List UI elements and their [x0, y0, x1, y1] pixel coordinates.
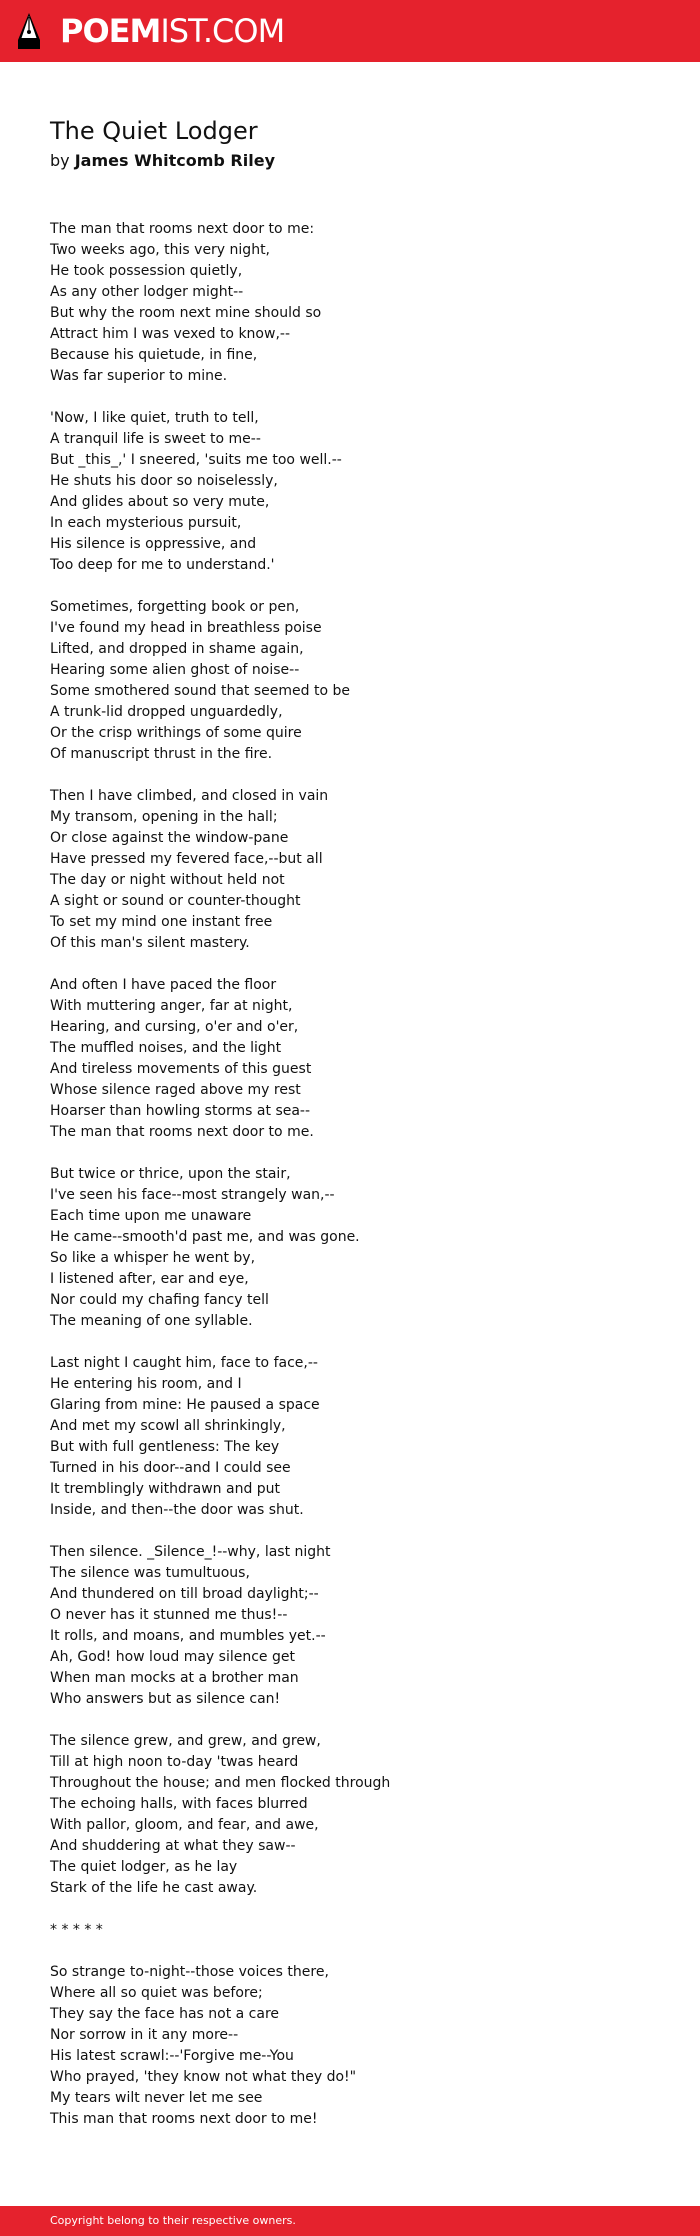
poem-line: With muttering anger, far at night, — [50, 998, 293, 1014]
poem-header — [50, 116, 650, 172]
poem-line: In each mysterious pursuit, — [50, 515, 242, 531]
poem-line: Hearing some alien ghost of noise-- — [50, 662, 300, 678]
poem-line: And thundered on till broad daylight;-- — [50, 1586, 319, 1602]
poem-line: Whose silence raged above my rest — [50, 1082, 301, 1098]
site-logo-link[interactable] — [60, 11, 284, 51]
poem-line: The echoing halls, with faces blurred — [50, 1796, 308, 1812]
poem-line: So strange to-night--those voices there, — [50, 1964, 329, 1980]
poem-line: Lifted, and dropped in shame again, — [50, 641, 304, 657]
stanza — [50, 219, 670, 387]
poem-line: Hoarser than howling storms at sea-- — [50, 1103, 311, 1119]
poem-line: Because his quietude, in fine, — [50, 347, 258, 363]
poem-line: Or the crisp writhings of some quire — [50, 725, 302, 741]
poem-line: With pallor, gloom, and fear, and awe, — [50, 1817, 319, 1833]
poem-line: The quiet lodger, as he lay — [50, 1859, 238, 1875]
poem-line: It rolls, and moans, and mumbles yet.-- — [50, 1628, 326, 1644]
poem-line: And met my scowl all shrinkingly, — [50, 1418, 286, 1434]
poem-line: I've found my head in breathless poise — [50, 620, 322, 636]
poem-line: Where all so quiet was before; — [50, 1985, 263, 2001]
poem-line: They say the face has not a care — [50, 2006, 280, 2022]
poem-line: Two weeks ago, this very night, — [50, 242, 271, 258]
poem-line: When man mocks at a brother man — [50, 1670, 299, 1686]
poem-line: Nor could my chafing fancy tell — [50, 1292, 269, 1308]
poem-line: Who answers but as silence can! — [50, 1691, 281, 1707]
poem-line: The muffled noises, and the light — [50, 1040, 282, 1056]
poem-line: My tears wilt never let me see — [50, 2090, 263, 2106]
poem-line: Ah, God! how loud may silence get — [50, 1649, 295, 1665]
poem-line: O never has it stunned me thus!-- — [50, 1607, 288, 1623]
poem-line: The day or night without held not — [50, 872, 285, 888]
poem-line: Throughout the house; and men flocked through — [50, 1775, 391, 1791]
poem-line: Inside, and then--the door was shut. — [50, 1502, 304, 1518]
by-label: by — [50, 151, 70, 170]
poem-line: And often I have paced the floor — [50, 977, 277, 993]
poem-line: The man that rooms next door to me: — [50, 221, 315, 237]
poem-line: Then I have climbed, and closed in vain — [50, 788, 329, 804]
poem-line: Till at high noon to-day 'twas heard — [50, 1754, 299, 1770]
poem-line: To set my mind one instant free — [50, 914, 273, 930]
poem-line: Too deep for me to understand.' — [50, 557, 275, 573]
poem-line: He came--smooth'd past me, and was gone. — [50, 1229, 360, 1245]
author-name: James Whitcomb Riley — [74, 151, 275, 170]
poem-line: * * * * * — [50, 1922, 103, 1938]
stanza — [50, 408, 670, 576]
poem-line: A trunk-lid dropped unguardedly, — [50, 704, 283, 720]
stanza — [50, 1731, 670, 1899]
poem-line: It tremblingly withdrawn and put — [50, 1481, 281, 1497]
stanza — [50, 1962, 670, 2130]
poem-line: A sight or sound or counter-thought — [50, 893, 301, 909]
poem-line: He took possession quietly, — [50, 263, 243, 279]
poem-body — [50, 219, 670, 2151]
site-header — [0, 0, 700, 62]
poem-line: A tranquil life is sweet to me-- — [50, 431, 261, 447]
poem-line: As any other lodger might-- — [50, 284, 244, 300]
poem-line: But _this_,' I sneered, 'suits me too well.-- — [50, 452, 342, 468]
poem-line: Who prayed, 'they know not what they do!" — [50, 2069, 357, 2085]
poem-line: Last night I caught him, face to face,-- — [50, 1355, 318, 1371]
poem-line: Sometimes, forgetting book or pen, — [50, 599, 300, 615]
poem-line: The silence grew, and grew, and grew, — [50, 1733, 321, 1749]
poem-line: Or close against the window-pane — [50, 830, 289, 846]
poem-line: Was far superior to mine. — [50, 368, 228, 384]
logo-text-light: IST.COM — [160, 12, 285, 50]
poem-line: Have pressed my fevered face,--but all — [50, 851, 323, 867]
stanza — [50, 1542, 670, 1710]
copyright-notice: Copyright belong to their respective owners. — [50, 2214, 296, 2227]
poem-line: His silence is oppressive, and — [50, 536, 257, 552]
poem-line: I've seen his face--most strangely wan,-- — [50, 1187, 335, 1203]
poem-line: But with full gentleness: The key — [50, 1439, 280, 1455]
poem-line: His latest scrawl:--'Forgive me--You — [50, 2048, 294, 2064]
stanza — [50, 1920, 670, 1941]
poem-line: Nor sorrow in it any more-- — [50, 2027, 239, 2043]
poem-line: Each time upon me unaware — [50, 1208, 252, 1224]
poem-line: The man that rooms next door to me. — [50, 1124, 314, 1140]
poem-line: But twice or thrice, upon the stair, — [50, 1166, 291, 1182]
poem-line: The silence was tumultuous, — [50, 1565, 250, 1581]
poem-line: Of manuscript thrust in the fire. — [50, 746, 273, 762]
poem-line: And tireless movements of this guest — [50, 1061, 312, 1077]
poem-line: Then silence. _Silence_!--why, last night — [50, 1544, 331, 1560]
poem-line: My transom, opening in the hall; — [50, 809, 278, 825]
stanza — [50, 597, 670, 765]
poem-line: But why the room next mine should so — [50, 305, 322, 321]
stanza — [50, 1353, 670, 1521]
byline — [50, 150, 650, 172]
poem-line: He shuts his door so noiselessly, — [50, 473, 278, 489]
poem-line: Glaring from mine: He paused a space — [50, 1397, 320, 1413]
stanza — [50, 975, 670, 1143]
poem-line: So like a whisper he went by, — [50, 1250, 256, 1266]
poem-line: He entering his room, and I — [50, 1376, 242, 1392]
poem-line: And glides about so very mute, — [50, 494, 270, 510]
poem-line: The meaning of one syllable. — [50, 1313, 253, 1329]
poem-line: Some smothered sound that seemed to be — [50, 683, 350, 699]
poem-line: Turned in his door--and I could see — [50, 1460, 291, 1476]
site-footer — [0, 2206, 700, 2236]
stanza — [50, 1164, 670, 1332]
poem-line: Of this man's silent mastery. — [50, 935, 250, 951]
poem-line: This man that rooms next door to me! — [50, 2111, 318, 2127]
logo-text-bold: POEM — [60, 12, 161, 50]
poem-line: And shuddering at what they saw-- — [50, 1838, 296, 1854]
poem-line: I listened after, ear and eye, — [50, 1271, 249, 1287]
stanza — [50, 786, 670, 954]
poem-title: The Quiet Lodger — [50, 117, 258, 145]
pen-nib-icon — [16, 12, 42, 50]
poem-line: Attract him I was vexed to know,-- — [50, 326, 290, 342]
poem-line: 'Now, I like quiet, truth to tell, — [50, 410, 259, 426]
poem-line: Hearing, and cursing, o'er and o'er, — [50, 1019, 299, 1035]
poem-line: Stark of the life he cast away. — [50, 1880, 258, 1896]
